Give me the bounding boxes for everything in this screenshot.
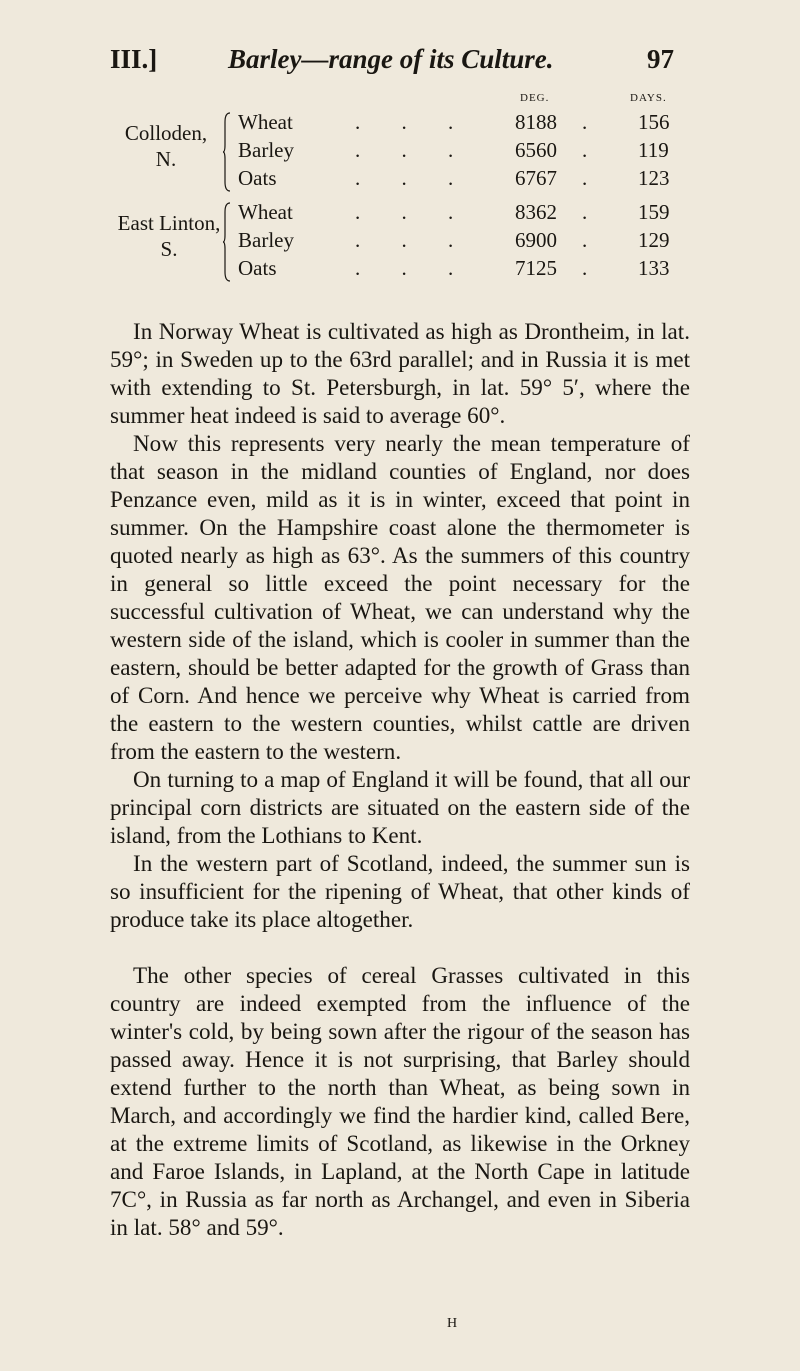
paragraph-scotland: In the western part of Scotland, indeed, the summer sun is so insufficient for the ripening of Wheat, that other kinds of produce take its place altogether. xyxy=(110,850,690,932)
temperature-table xyxy=(110,80,674,300)
place-name: East Linton, S. xyxy=(117,211,221,261)
paragraph-cereal-grasses: The other species of cereal Grasses cultivated in this country are indeed exempted from the influence of the winter's cold, by being sown after the rigour of the season has passed away. Hence it is not surprising, that Barley should extend further to the north than Wheat, as being sown in March, and accordingly we find the hardier kind, called Bere, at the extreme limits of Scotland, as likewise in the Orkney and Faroe Islands, in Lapland, at the North Cape in latitude 7C°, in Russia as far north as Archangel, and even in Siberia in lat. 58° and 59°. xyxy=(110,962,690,1240)
table-row: Barley . . . 6900 . 129 xyxy=(238,228,670,252)
table-row: Wheat . . . 8362 . 159 xyxy=(238,200,670,224)
column-header-days: DAYS. xyxy=(630,92,667,104)
table-group-colloden xyxy=(110,110,674,196)
body-text xyxy=(110,317,690,1241)
column-header-deg: DEG. xyxy=(520,92,550,104)
table-row: Wheat . . . 8188 . 156 xyxy=(238,110,670,134)
table-row: Oats . . . 6767 . 123 xyxy=(238,166,670,190)
paragraph-corn-districts: On turning to a map of England it will be found, that all our principal corn districts are situated on the eastern side of the island, from the Lothians to Kent. xyxy=(110,766,690,848)
running-title: Barley—range of its Culture. xyxy=(228,44,554,74)
chapter-marker: III.] xyxy=(110,44,158,74)
paragraph-mean-temperature: Now this represents very nearly the mean temperature of that season in the midland counties of England, nor does Penzance even, mild as it is in winter, exceed that point in summer. On the Hampshire coast alone the thermometer is quoted nearly as high as 63°. As the summers of this country in general so little exceed the point necessary for the successful cultivation of Wheat, we can understand why the western side of the island, which is cooler in summer than the eastern, should be better adapted for the growth of Grass than of Corn. And hence we perceive why Wheat is carried from the eastern to the western counties, whilst cattle are driven from the eastern to the western. xyxy=(110,430,690,764)
place-name: Colloden, N. xyxy=(124,121,208,171)
page-number: 97 xyxy=(647,44,674,74)
table-row: Oats . . . 7125 . 133 xyxy=(238,256,670,280)
signature-mark: H xyxy=(447,1316,458,1331)
table-group-east-linton xyxy=(110,200,674,286)
running-header xyxy=(110,44,674,80)
paragraph-norway: In Norway Wheat is cultivated as high as Drontheim, in lat. 59°; in Sweden up to the 63rd parallel; and in Russia it is met with extending to St. Petersburgh, in lat. 59° 5′, where the summer heat indeed is said to average 60°. xyxy=(110,318,690,428)
table-row: Barley . . . 6560 . 119 xyxy=(238,138,669,162)
